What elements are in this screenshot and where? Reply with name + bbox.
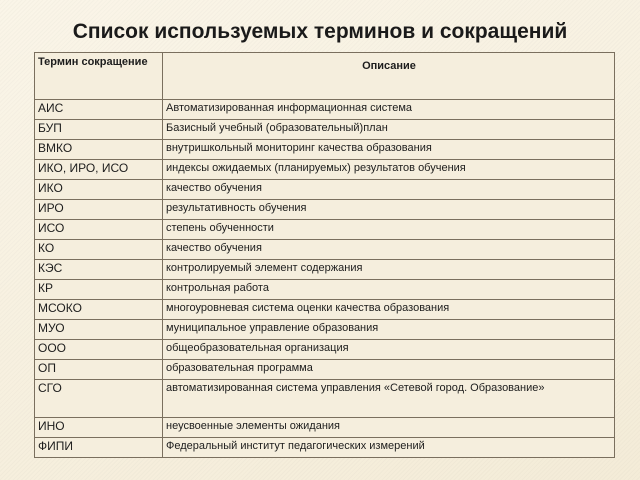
table-row xyxy=(35,240,615,260)
table-row xyxy=(35,380,615,418)
table-row xyxy=(35,100,615,120)
table-row xyxy=(35,180,615,200)
term-cell: ОП xyxy=(35,360,163,380)
term-cell: АИС xyxy=(35,100,163,120)
term-cell: СГО xyxy=(35,380,163,418)
term-cell: ИКО, ИРО, ИСО xyxy=(35,160,163,180)
description-cell: муниципальное управление образования xyxy=(163,320,615,340)
term-cell: ИКО xyxy=(35,180,163,200)
header-term: Термин сокращение xyxy=(35,53,163,100)
table-row xyxy=(35,280,615,300)
description-cell: качество обучения xyxy=(163,180,615,200)
term-cell: БУП xyxy=(35,120,163,140)
term-cell: МУО xyxy=(35,320,163,340)
description-cell: автоматизированная система управления «Сетевой город. Образование» xyxy=(163,380,615,418)
table-row xyxy=(35,300,615,320)
description-cell: качество обучения xyxy=(163,240,615,260)
table-row xyxy=(35,418,615,438)
table-row xyxy=(35,438,615,458)
description-cell: результативность обучения xyxy=(163,200,615,220)
description-cell: индексы ожидаемых (планируемых) результатов обучения xyxy=(163,160,615,180)
description-cell: степень обученности xyxy=(163,220,615,240)
table-row xyxy=(35,160,615,180)
table-row xyxy=(35,220,615,240)
term-cell: ВМКО xyxy=(35,140,163,160)
description-cell: Федеральный институт педагогических измерений xyxy=(163,438,615,458)
table-row xyxy=(35,320,615,340)
term-cell: ООО xyxy=(35,340,163,360)
table-row xyxy=(35,360,615,380)
term-cell: ИРО xyxy=(35,200,163,220)
term-cell: ФИПИ xyxy=(35,438,163,458)
description-cell: контролируемый элемент содержания xyxy=(163,260,615,280)
description-cell: многоуровневая система оценки качества образования xyxy=(163,300,615,320)
terms-table xyxy=(34,52,615,458)
term-cell: ИНО xyxy=(35,418,163,438)
description-cell: Базисный учебный (образовательный)план xyxy=(163,120,615,140)
table-row xyxy=(35,200,615,220)
description-cell: образовательная программа xyxy=(163,360,615,380)
term-cell: МСОКО xyxy=(35,300,163,320)
term-cell: ИСО xyxy=(35,220,163,240)
term-cell: КО xyxy=(35,240,163,260)
table-row xyxy=(35,260,615,280)
header-description: Описание xyxy=(163,53,615,100)
slide-title: Список используемых терминов и сокращений xyxy=(72,20,568,43)
table-row xyxy=(35,140,615,160)
description-cell: Автоматизированная информационная система xyxy=(163,100,615,120)
term-cell: КЭС xyxy=(35,260,163,280)
description-cell: общеобразовательная организация xyxy=(163,340,615,360)
term-cell: КР xyxy=(35,280,163,300)
table-row xyxy=(35,120,615,140)
table-header-row xyxy=(35,53,615,100)
description-cell: неусвоенные элементы ожидания xyxy=(163,418,615,438)
description-cell: внутришкольный мониторинг качества образования xyxy=(163,140,615,160)
description-cell: контрольная работа xyxy=(163,280,615,300)
table-row xyxy=(35,340,615,360)
